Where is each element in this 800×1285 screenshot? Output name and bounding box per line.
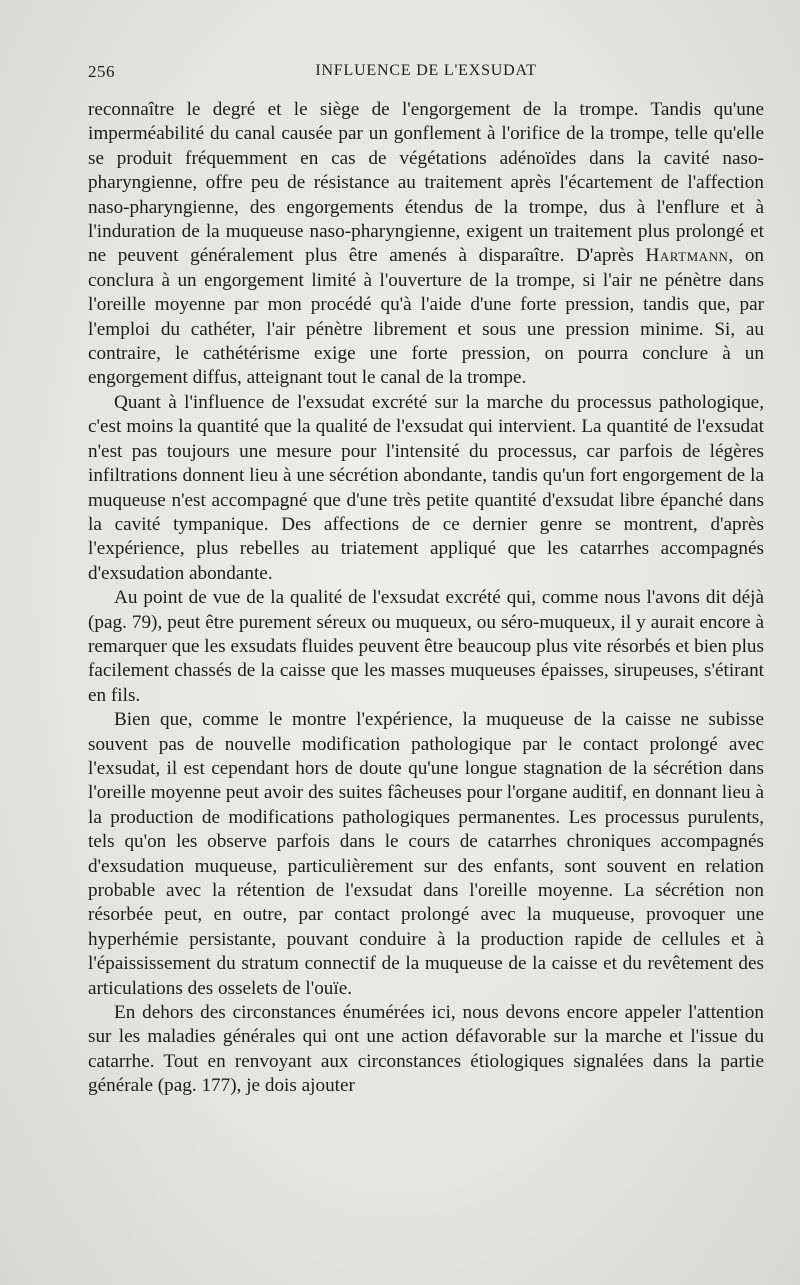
author-name-hartmann: Hartmann	[645, 245, 729, 267]
paragraph-1	[88, 98, 764, 391]
paragraph-5: En dehors des circonstances énumérées ici, nous devons encore appeler l'attention sur les maladies générales qui ont une action défavorable sur la marche et l'issue du catarrhe. Tout en renvoyant aux circonstances étiologiques signalées dans la partie générale (pag. 177), je dois ajouter	[88, 1002, 764, 1097]
page-number: 256	[88, 62, 115, 81]
page-header	[88, 62, 764, 86]
paragraph-1-text-b: , on conclura à un engorgement limité à l'ouverture de la trompe, si l'air ne pénètre dans l'oreille moyenne par mon procédé qu'à l'aide d'une forte pression, tandis que, par l'emploi du cathéter, l'air pénètre librement et sous une pression minime. Si, au contraire, le cathétérisme exige une forte pression, on pourra conclure à un engorgement diffus, atteignant tout le canal de la trompe.	[88, 245, 765, 389]
paragraph-1-text-a: reconnaître le degré et le siège de l'engorgement de la trompe. Tandis qu'une imperméabilité du canal causée par un gonflement à l'orifice de la trompe, telle qu'elle se produit fréquemment en cas de végétations adénoïdes dans la cavité naso-pharyngienne, offre peu de résistance au traitement après l'écartement de l'affection naso-pharyngienne, des engorgements étendus de la trompe, dus à l'enflure et à l'induration de la muqueuse naso-pharyngienne, exigent un traitement plus prolongé et ne peuvent généralement plus être amenés à disparaître. D'après	[88, 99, 764, 267]
paragraph-3: Au point de vue de la qualité de l'exsudat excrété qui, comme nous l'avons dit déjà (pag. 79), peut être purement séreux ou muqueux, ou séro-muqueux, il y aurait encore à remarquer que les exsudats fluides peuvent être beaucoup plus vite résorbés et bien plus facilement chassés de la caisse que les masses muqueuses épaisses, sirupeuses, s'étirant en fils.	[88, 587, 764, 706]
running-head: INFLUENCE DE L'EXSUDAT	[315, 62, 537, 79]
paragraph-2: Quant à l'influence de l'exsudat excrété sur la marche du processus pathologique, c'est moins la quantité que la qualité de l'exsudat qui intervient. La quantité de l'exsudat n'est pas toujours une mesure pour l'intensité du processus, car parfois de légères infiltrations donnent lieu à une sécrétion abondante, tandis qu'un fort engorgement de la muqueuse n'est accompagné que d'une très petite quantité d'exsudat libre épanché dans la cavité tympanique. Des affections de ce dernier genre se montrent, d'après l'expérience, plus rebelles au triatement appliqué que les catarrhes accompagnés d'exsudation abondante.	[88, 391, 764, 584]
body-text	[88, 98, 764, 1099]
paragraph-4: Bien que, comme le montre l'expérience, la muqueuse de la caisse ne subisse souvent pas de nouvelle modification pathologique par le contact prolongé avec l'exsudat, il est cependant hors de doute qu'une longue stagnation de la sécrétion dans l'oreille moyenne peut avoir des suites fâcheuses pour l'organe auditif, en donnant lieu à la production de modifications pathologiques permanentes. Les processus purulents, tels qu'on les observe parfois dans le cours de catarrhes chroniques accompagnés d'exsudation muqueuse, particulièrement sur des enfants, sont souvent en relation probable avec la rétention de l'exsudat dans l'oreille moyenne. La sécrétion non résorbée peut, en outre, par contact prolongé avec la muqueuse, provoquer une hyperhémie persistante, pouvant conduire à la production rapide de cellules et à l'épaississement du stratum connectif de la muqueuse de la caisse et du revêtement des articulations des osselets de l'ouïe.	[88, 709, 764, 999]
